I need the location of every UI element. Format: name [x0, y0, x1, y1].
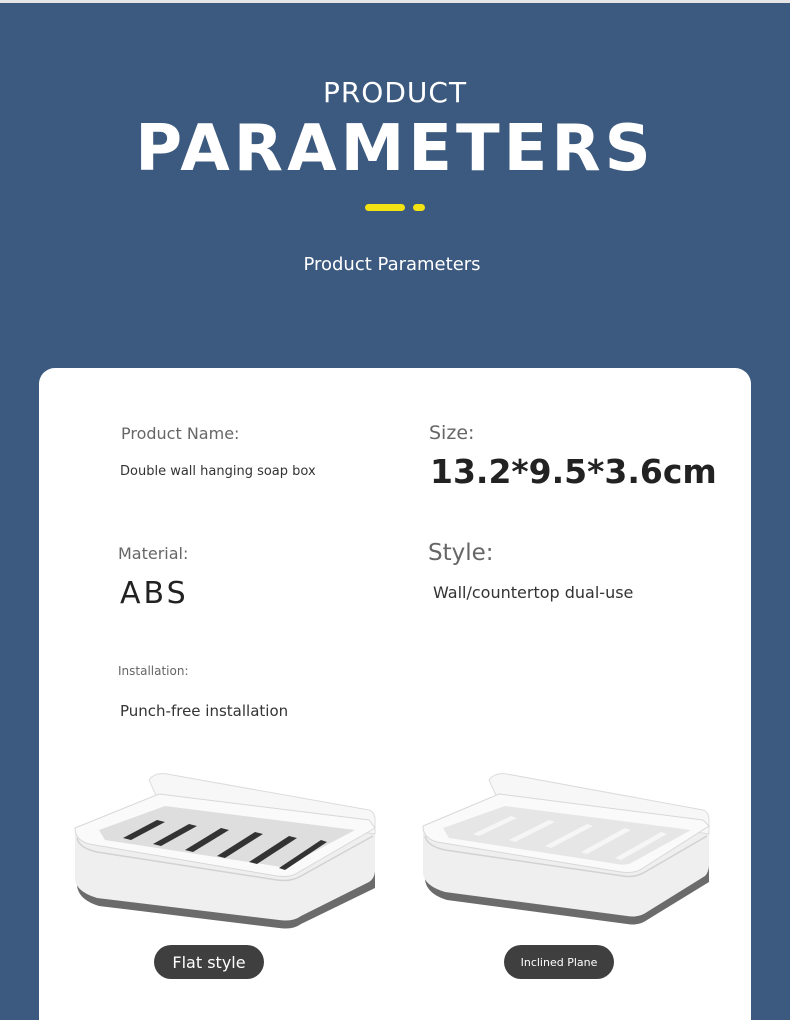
hero-title: PARAMETERS: [135, 112, 655, 186]
installation-value: Punch-free installation: [120, 702, 289, 720]
inclined-soap-dish-icon: [417, 768, 717, 938]
size-label: Size:: [429, 422, 475, 444]
flat-style-badge: Flat style: [154, 945, 264, 979]
accent-dash-long: [365, 204, 405, 211]
top-border: [0, 0, 790, 3]
product-name-label: Product Name:: [121, 424, 240, 443]
parameters-card: [39, 368, 751, 1020]
style-value: Wall/countertop dual-use: [433, 583, 634, 602]
hero-subtitle: PRODUCT: [322, 76, 468, 109]
installation-label: Installation:: [118, 664, 189, 678]
flat-soap-dish-icon: [69, 768, 389, 938]
size-value: 13.2*9.5*3.6cm: [430, 452, 717, 491]
product-name-value: Double wall hanging soap box: [120, 464, 316, 479]
hero-caption: Product Parameters: [303, 254, 481, 275]
material-label: Material:: [118, 544, 189, 563]
inclined-plane-badge: Inclined Plane: [504, 945, 614, 979]
style-label: Style:: [428, 540, 494, 566]
material-value: ABS: [120, 576, 189, 611]
accent-dash-short: [413, 204, 425, 211]
